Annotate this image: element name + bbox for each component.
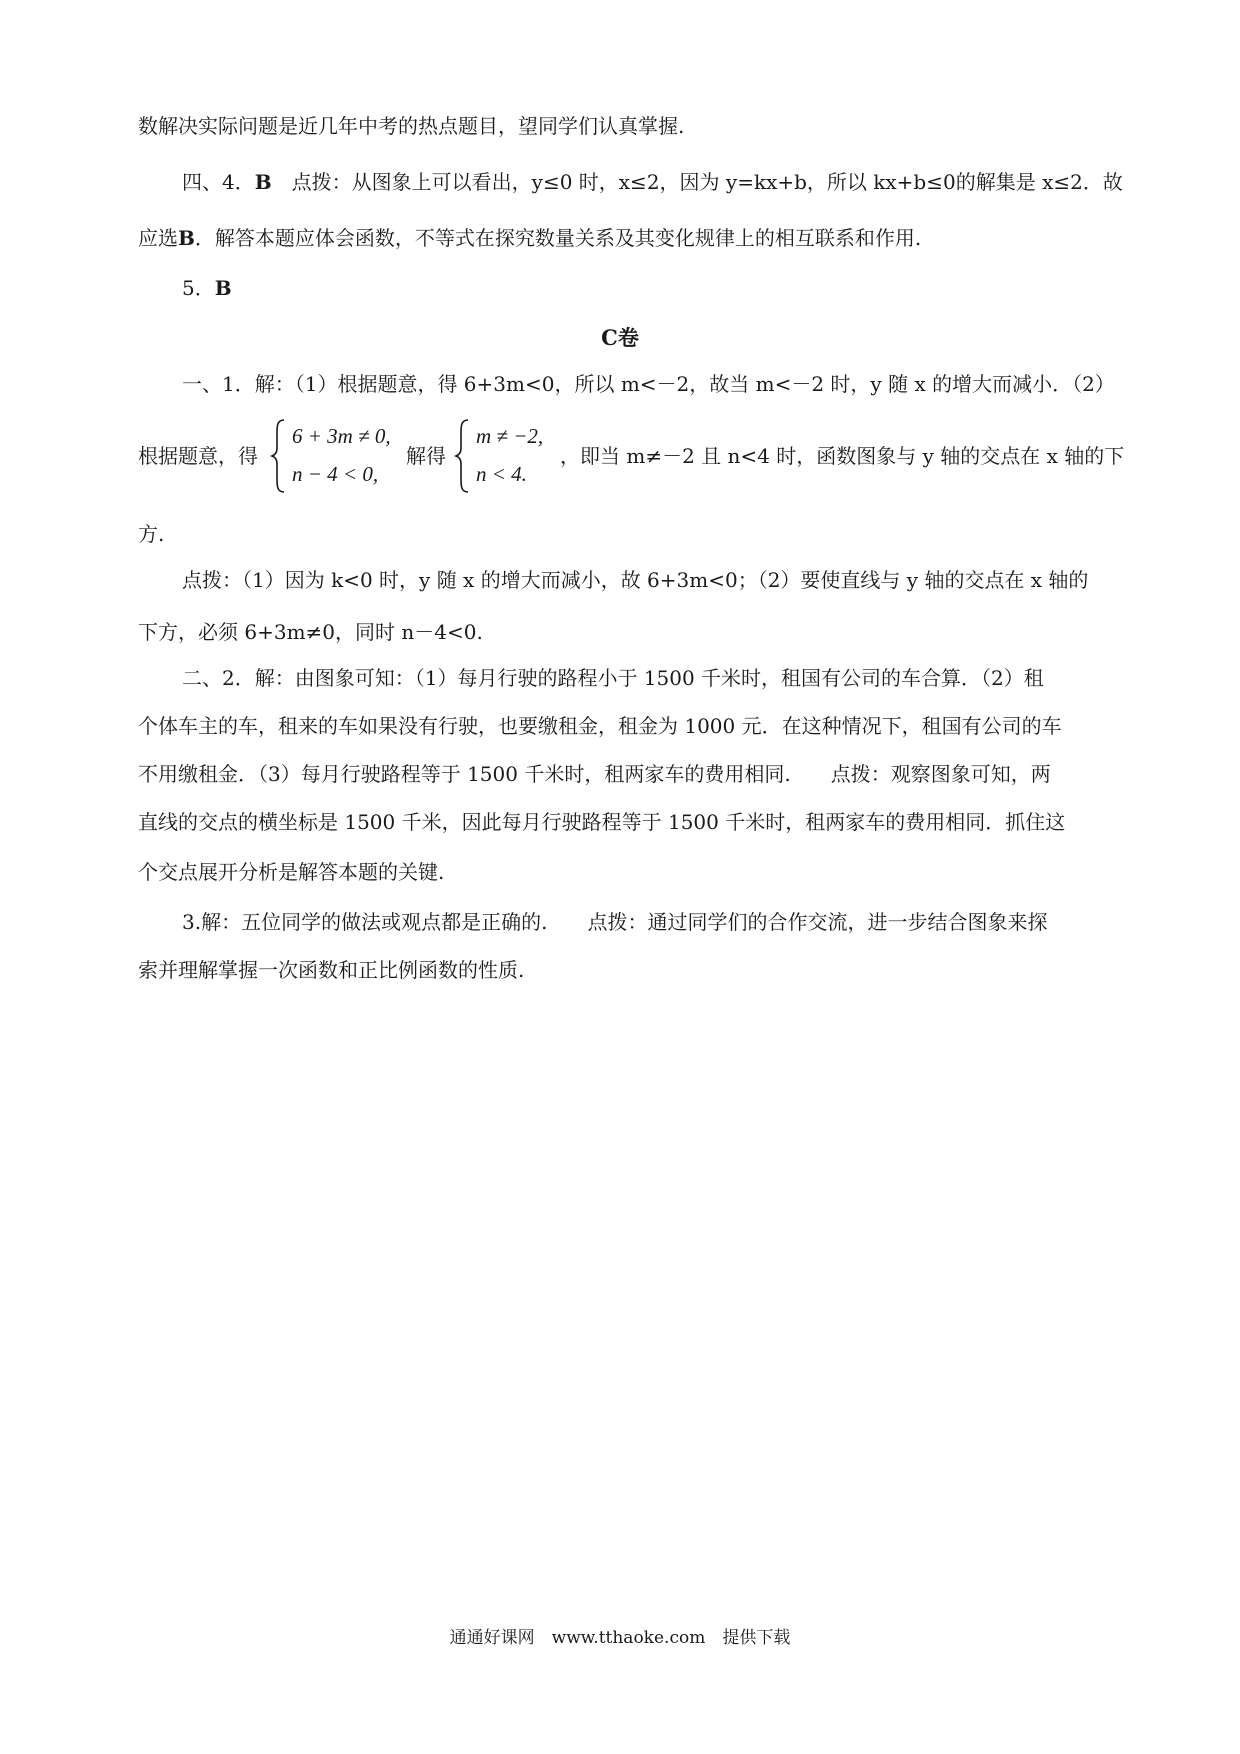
inequality-system-2: [454, 418, 554, 494]
answer-4-line: [182, 168, 1240, 196]
system-2-row-1: m ≠ −2,: [476, 424, 544, 448]
solution-1-conclusion: ，即当 m≠－2 且 n<4 时，函数图象与 y 轴的交点在 x 轴的下: [560, 444, 1125, 468]
answer-4-continuation: [138, 224, 1240, 252]
hint-1-line: 点拨：（1）因为 k<0 时，y 随 x 的增大而减小，故 6+3m<0；（2）要使直线与 y 轴的交点在 x 轴的: [182, 568, 1089, 592]
solution-1-prefix: 根据题意，得: [138, 444, 258, 468]
system-2-row-2: n < 4.: [476, 462, 527, 486]
system-1-row-2: n − 4 < 0,: [292, 462, 379, 486]
solve-label: 解得: [406, 444, 446, 468]
left-brace-icon: [270, 418, 286, 494]
page-footer: 通通好课网 www.tthaoke.com 提供下载: [449, 1628, 791, 1648]
solution-2-line-3: 不用缴租金．（3）每月行驶路程等于 1500 千米时，租两家车的费用相同. 点拨：观察图象可知，两: [138, 762, 1051, 786]
system-1-row-1: 6 + 3m ≠ 0,: [292, 424, 391, 448]
answer-4-choice: B: [254, 170, 272, 194]
answer-4-cont-text: ．解答本题应体会函数，不等式在探究数量关系及其变化规律上的相互联系和作用.: [194, 226, 922, 250]
solution-3-line: 3.解：五位同学的做法或观点都是正确的. 点拨：通过同学们的合作交流，进一步结合图象来探: [182, 910, 1048, 934]
answer-5-line: [182, 274, 1240, 302]
hint-1-continuation: 下方，必须 6+3m≠0，同时 n－4<0.: [138, 620, 483, 644]
answer-5-label: 5．: [182, 276, 215, 300]
solution-2-line-2: 个体车主的车，租来的车如果没有行驶，也要缴租金，租金为 1000 元．在这种情况下，租国有公司的车: [138, 714, 1062, 738]
solution-1-end: 方.: [138, 522, 165, 546]
solution-3-continuation: 索并理解掌握一次函数和正比例函数的性质.: [138, 958, 525, 982]
answer-4-label: 四、4．: [182, 170, 255, 194]
left-brace-icon: [454, 418, 470, 494]
solution-2-line-5: 个交点展开分析是解答本题的关键.: [138, 860, 445, 884]
inequality-system-1: [270, 418, 400, 494]
answer-4-hint: 点拨：从图象上可以看出，y≤0 时，x≤2，因为 y=kx+b，所以 kx+b≤0的解集是 x≤2．故: [271, 170, 1123, 194]
answer-4-cont-choice: B: [178, 226, 195, 250]
answer-5-choice: B: [214, 276, 232, 300]
solution-1-line: 一、1．解：（1）根据题意，得 6+3m<0，所以 m<－2，故当 m<－2 时，y 随 x 的增大而减小．（2）: [182, 372, 1115, 396]
answer-4-cont-prefix: 应选: [138, 226, 178, 250]
solution-2-line-4: 直线的交点的横坐标是 1500 千米，因此每月行驶路程等于 1500 千米时，租两家车的费用相同．抓住这: [138, 810, 1066, 834]
paragraph-line: 数解决实际问题是近几年中考的热点题目，望同学们认真掌握.: [138, 114, 685, 138]
solution-2-line: 二、2．解：由图象可知：（1）每月行驶的路程小于 1500 千米时，租国有公司的车合算．（2）租: [182, 666, 1044, 690]
section-title: C卷: [601, 325, 639, 350]
